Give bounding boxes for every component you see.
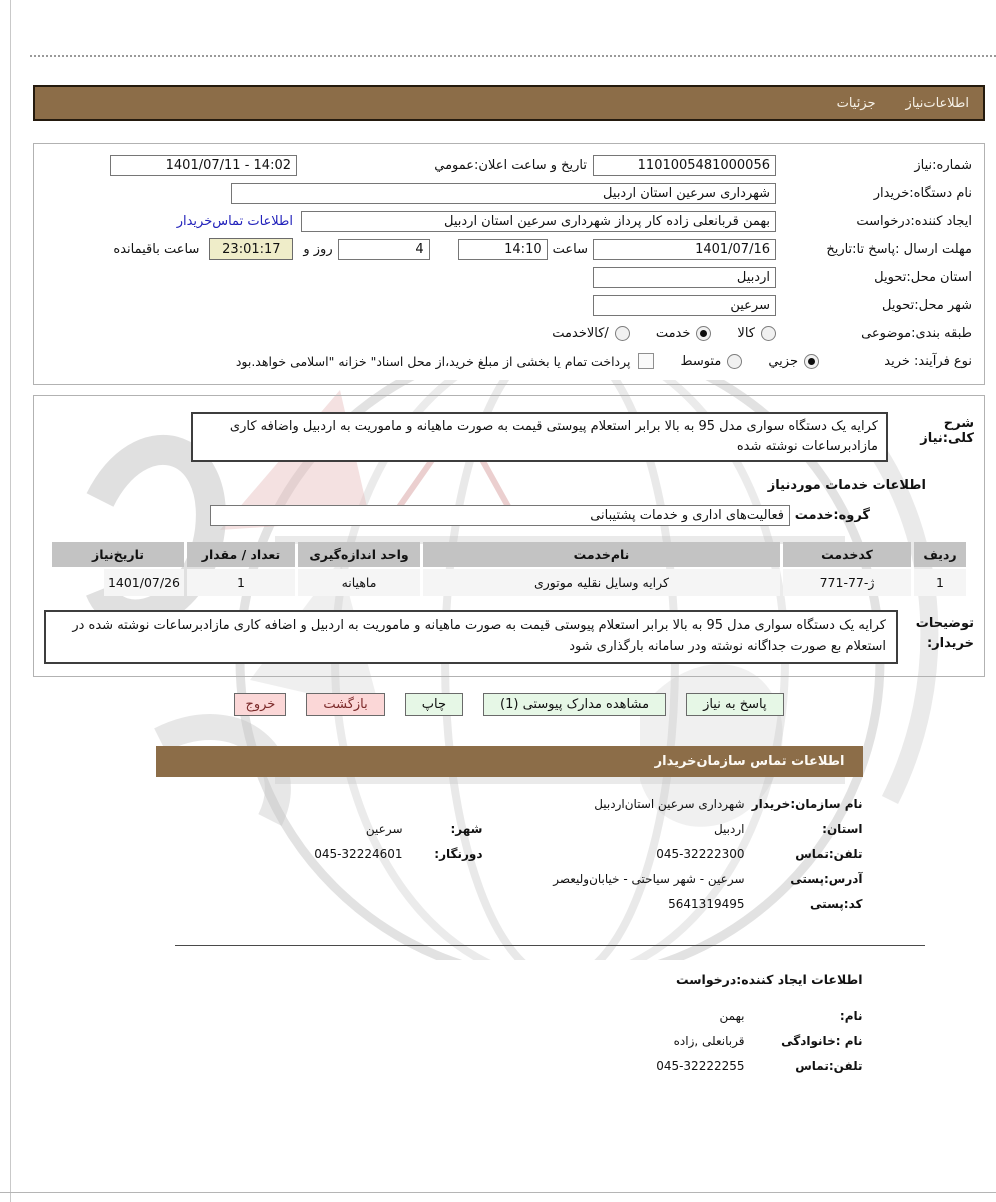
buyer-device-row xyxy=(46,182,972,204)
services-table-header xyxy=(52,542,966,567)
address-row xyxy=(156,872,863,886)
buyer-notes-label-line2: خریدار: xyxy=(927,635,974,651)
buyer-contact-heading: اطلاعات تماس سازمان‌خریدار xyxy=(654,753,845,769)
need-number-input[interactable] xyxy=(593,155,776,176)
contact-phone-label: تلفن:تماس xyxy=(795,846,863,861)
deadline-date-input[interactable] xyxy=(593,239,776,260)
deadline-time-input[interactable] xyxy=(458,239,548,260)
services-table xyxy=(49,540,969,598)
buyer-notes-label xyxy=(898,610,974,653)
request-creator-input[interactable] xyxy=(301,211,776,232)
contact-city-value: سرعین xyxy=(365,821,403,836)
creator-first-name-value: بهمن xyxy=(719,1008,745,1023)
back-button[interactable]: بازگشت xyxy=(306,693,384,716)
cell-service-name: کرایه وسایل نقلیه موتوری xyxy=(423,569,780,596)
postal-code-label: کد:پستی xyxy=(810,896,863,911)
buyer-notes-box[interactable]: کرایه یک دستگاه سواری مدل 95 به بالا برابر استعلام پیوستی قیمت به صورت ماهیانه و ماموریت به اردبیل و اضافه کاری مازادبرساعات نوشته شده در استعلام بع صورت جداگانه نوشته ودر سامانه بارگذاری شود xyxy=(44,610,898,664)
countdown-badge: 23:01:17 xyxy=(209,238,293,260)
classification-label: طبقه بندی:موضوعی xyxy=(861,325,972,341)
phone-fax-row xyxy=(156,847,863,861)
buyer-device-input[interactable] xyxy=(231,183,776,204)
deadline-hour-label: ساعت xyxy=(552,241,588,257)
contact-address-label: آدرس:پستی xyxy=(790,871,863,886)
need-description-box[interactable]: کرایه یک دستگاه سواری مدل 95 به بالا برابر استعلام پیوستی قیمت به صورت ماهیانه و ماموریت به اردبیل واضافه کاری مازادبرساعات نوشته شده xyxy=(191,412,888,462)
contact-city-label: شهر: xyxy=(450,821,483,836)
service-group-input[interactable] xyxy=(210,505,790,526)
creator-last-name-row xyxy=(156,1034,863,1048)
days-label: روز و xyxy=(303,241,333,257)
response-deadline-label: مهلت ارسال :پاسخ تا:تاریخ xyxy=(826,241,972,257)
radio-goods-label: کالا xyxy=(737,325,755,341)
treasury-note: پرداخت تمام یا بخشی از مبلغ خرید،از محل اسناد" خزانه "اسلامی خواهد.بود xyxy=(235,353,631,369)
col-quantity: تعداد / مقدار xyxy=(187,542,295,567)
request-creator-label: ایجاد کننده:درخواست xyxy=(856,213,972,229)
cell-unit: ماهیانه xyxy=(298,569,420,596)
radio-goods-service-label: /کالاخدمت xyxy=(552,325,609,341)
announce-datetime-label: تاریخ و ساعت اعلان:عمومي xyxy=(434,157,587,173)
delivery-province-label: استان محل:تحویل xyxy=(874,269,972,285)
page-left-border xyxy=(10,0,11,1202)
radio-medium-label: متوسط xyxy=(680,353,722,369)
delivery-city-input[interactable] xyxy=(593,295,776,316)
buyer-contact-heading-bar xyxy=(156,746,863,777)
radio-goods-service[interactable] xyxy=(615,326,630,341)
header-bar xyxy=(33,85,985,121)
delivery-city-label: شهر محل:تحویل xyxy=(882,297,972,313)
need-number-row xyxy=(46,154,972,176)
view-attachments-button[interactable]: مشاهده مدارک پیوستی (1) xyxy=(483,693,666,716)
col-service-name: نام‌خدمت xyxy=(423,542,780,567)
announce-datetime-input[interactable] xyxy=(110,155,297,176)
contact-phone-value: 045-32222300 xyxy=(656,846,745,861)
process-type-row xyxy=(46,350,972,372)
classification-row xyxy=(46,322,972,344)
need-number-label: شماره:نیاز xyxy=(914,157,972,173)
buyer-contact-block xyxy=(156,797,863,911)
radio-minor[interactable] xyxy=(804,354,819,369)
radio-minor-label: جزیي xyxy=(768,353,798,369)
contact-fax-value: 045-32224601 xyxy=(314,846,403,861)
creator-info-block xyxy=(156,972,863,1073)
cell-service-code: ژ-77-771 xyxy=(783,569,911,596)
creator-phone-label: تلفن:تماس xyxy=(795,1058,863,1073)
org-name-label: نام سازمان:خریدار xyxy=(751,796,863,811)
creator-first-name-row xyxy=(156,1009,863,1023)
creator-last-name-label: نام :خانوادگی xyxy=(781,1033,863,1048)
radio-service-label: خدمت xyxy=(655,325,691,341)
contact-fax-label: دورنگار: xyxy=(434,846,483,861)
contact-address-value: سرعین - شهر سیاحتی - خیابان‌ولیعصر xyxy=(553,871,745,886)
tab-need-info[interactable]: اطلاعات‌نیاز xyxy=(905,95,969,111)
org-name-row xyxy=(156,797,863,811)
buyer-device-label: نام دستگاه:خریدار xyxy=(873,185,972,201)
page-bottom-border xyxy=(0,1192,996,1193)
cell-quantity: 1 xyxy=(187,569,295,596)
delivery-city-row xyxy=(46,294,972,316)
days-remaining-input[interactable] xyxy=(338,239,430,260)
tab-details[interactable]: جزئیات xyxy=(836,95,876,111)
service-group-label: گروه:خدمت xyxy=(794,508,870,524)
services-heading: اطلاعات خدمات موردنیاز xyxy=(767,478,926,494)
radio-goods[interactable] xyxy=(761,326,776,341)
org-name-value: شهرداری سرعین استان‌اردبیل xyxy=(594,796,745,811)
need-summary-panel xyxy=(33,143,985,385)
creator-info-heading: اطلاعات ایجاد کننده:درخواست xyxy=(676,971,863,987)
section-divider xyxy=(175,945,925,946)
radio-service[interactable] xyxy=(696,326,711,341)
postal-code-row xyxy=(156,897,863,911)
cell-need-date: 1401/07/26 xyxy=(104,569,184,596)
delivery-province-input[interactable] xyxy=(593,267,776,288)
need-description-row xyxy=(44,412,974,462)
need-details-panel xyxy=(33,395,985,677)
need-description-label: شرح کلی:نیاز xyxy=(920,416,974,446)
delivery-province-row xyxy=(46,266,972,288)
respond-button[interactable]: پاسخ به نیاز xyxy=(686,693,784,716)
cell-row-number: 1 xyxy=(914,569,966,596)
creator-first-name-label: نام: xyxy=(839,1008,863,1023)
contact-province-value: اردبیل xyxy=(713,821,745,836)
treasury-checkbox[interactable] xyxy=(638,353,654,369)
col-row-number: ردیف xyxy=(914,542,966,567)
col-need-date: تاریخ‌نیاز xyxy=(52,542,184,567)
service-group-row xyxy=(44,505,974,526)
radio-medium[interactable] xyxy=(727,354,742,369)
top-dashed-divider xyxy=(30,55,996,57)
creator-phone-value: 045-32222255 xyxy=(656,1058,745,1073)
creator-phone-row xyxy=(156,1059,863,1073)
postal-code-value: 5641319495 xyxy=(668,896,745,911)
col-service-code: کدخدمت xyxy=(783,542,911,567)
buyer-contact-link[interactable]: اطلاعات تماس‌خریدار xyxy=(176,213,293,229)
response-deadline-row xyxy=(46,238,972,260)
contact-province-label: استان: xyxy=(822,821,863,836)
buyer-notes-row xyxy=(44,610,974,664)
province-city-row xyxy=(156,822,863,836)
action-buttons xyxy=(33,693,985,716)
request-creator-row xyxy=(46,210,972,232)
col-unit: واحد اندازه‌گیری xyxy=(298,542,420,567)
table-row xyxy=(52,569,966,596)
exit-button[interactable]: خروج xyxy=(234,693,286,716)
hours-remaining-label: ساعت باقیمانده xyxy=(113,241,200,257)
creator-last-name-value: قربانعلی ,زاده xyxy=(673,1033,745,1048)
process-type-label: نوع فرآیند: خرید xyxy=(884,353,972,369)
buyer-notes-label-line1: توضیحات xyxy=(915,616,974,632)
print-button[interactable]: چاپ xyxy=(405,693,463,716)
